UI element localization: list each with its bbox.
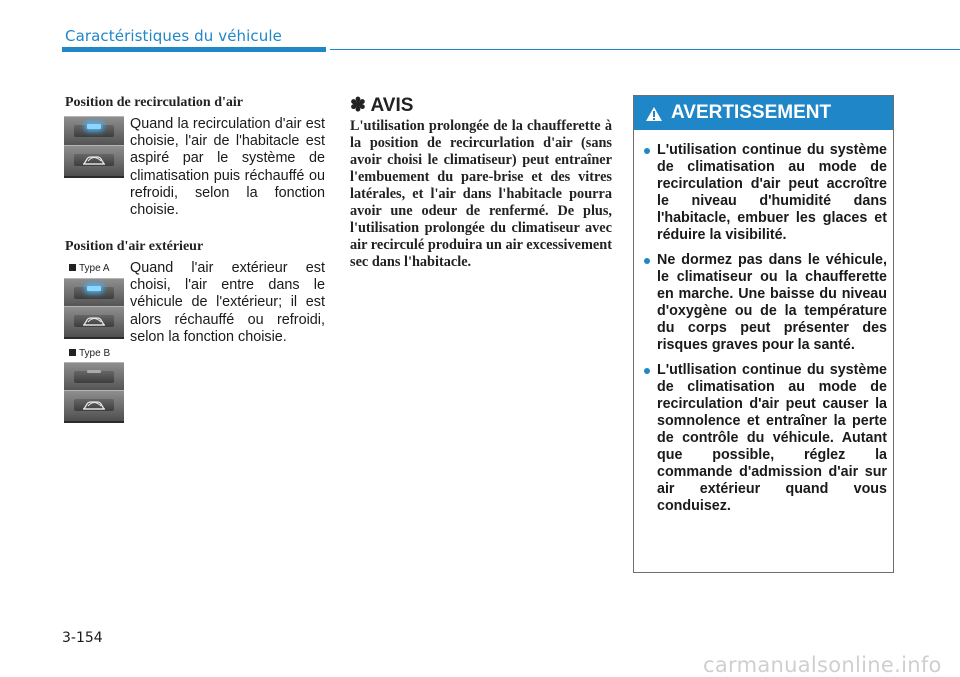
header-rule-thick: [62, 47, 326, 52]
avis-heading: ✽ AVIS: [350, 95, 414, 116]
recirculation-text: Quand la recirculation d'air est choisie, l'air de l'habitacle est aspiré par le système de climatisation puis réchauffé ou refroidi, selon la fonction choisie.: [130, 116, 325, 219]
exterior-air-text: Quand l'air extérieur est choisi, l'air entre dans le véhicule de l'extérieur; il est alors réchauffé ou refroidi, selon la fonction choisie.: [130, 260, 325, 345]
warning-box: [633, 95, 894, 573]
page-number: 3-154: [62, 630, 103, 646]
avis-text: L'utilisation prolongée de la chaufferette à la position de recircurlation d'air (sans avoir choisi le climatiseur) peut entraîner l'embuement du pare-brise et des vitres latérales, et l'air dans l'habitacle pourra avoir une odeur de renfermé. De plus, l'utilisation prolongée du climatiseur avec air recirculé produira un air excessivement sec dans l'habitacle.: [350, 118, 612, 270]
warning-item: L'utllisation continue du système de climatisation au mode de recirculation d'air peut causer la somnolence et entraîner la perte de contrôle du véhicule. Autant que possible, réglez la commande d'admission d'air sur air extérieur quand vous conduisez.: [644, 362, 887, 515]
warning-triangle-icon: [645, 106, 663, 122]
indicator-led-off: [87, 370, 101, 373]
watermark: carmanualsonline.info: [703, 653, 942, 677]
warning-item: Ne dormez pas dans le véhicule, le climatiseur ou la chaufferette en marche. Une baisse du niveau d'oxygène ou de la température du corps peut présenter des risques graves pour la santé.: [644, 252, 887, 354]
asterisk-icon: ✽: [350, 95, 366, 116]
exterior-air-title: Position d'air extérieur: [65, 239, 204, 254]
recirculation-car-icon: [80, 313, 108, 331]
exterior-switch-b-bottom: [64, 390, 124, 423]
indicator-led-on: [87, 124, 101, 129]
section-header-title: Caractéristiques du véhicule: [65, 27, 282, 45]
warning-list: [644, 142, 887, 523]
exterior-switch-a-bottom: [64, 306, 124, 339]
warning-title: AVERTISSEMENT: [671, 102, 832, 123]
recirculation-title: Position de recirculation d'air: [65, 95, 243, 110]
recirculation-switch-bottom: [64, 145, 124, 178]
recirculation-car-icon: [80, 397, 108, 415]
recirculation-car-icon: [80, 152, 108, 170]
type-b-label: Type B: [69, 348, 110, 359]
warning-item: L'utilisation continue du système de climatisation au mode de recirculation d'air peut accroître le niveau d'humidité dans l'habitacle, embuer les glaces et réduire la visibilité.: [644, 142, 887, 244]
warning-header: [634, 96, 893, 130]
type-a-label: Type A: [69, 263, 110, 274]
header-rule-thin: [330, 49, 960, 50]
indicator-led-on: [87, 286, 101, 291]
